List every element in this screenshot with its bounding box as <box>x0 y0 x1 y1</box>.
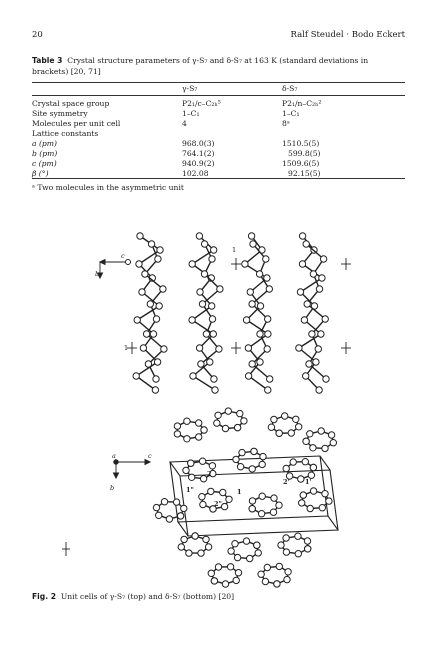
table-footnote: ᵃ Two molecules in the asymmetric unit <box>32 183 184 192</box>
inversion-center-marker <box>231 342 241 354</box>
molecule-2pp-label: 2" <box>214 500 222 508</box>
table-caption-text: Crystal structure parameters of γ-S₇ and δ-S₇ at 163 K (standard deviations in brackets) [20, 71] <box>32 56 369 76</box>
bottom-axis-indicator <box>114 460 151 479</box>
bottom-axis-c-label: c <box>148 452 152 460</box>
row-label: β (°) <box>32 169 49 178</box>
running-authors: Ralf Steudel · Bodo Eckert <box>290 30 405 40</box>
s7-ring-molecule <box>249 493 282 517</box>
molecule-1pp-label: 1" <box>186 486 194 494</box>
inversion-center-marker <box>341 342 351 354</box>
row-label: Molecules per unit cell <box>32 119 121 128</box>
s7-ring-molecule <box>153 499 187 523</box>
gamma-value: 968.0(3) <box>182 139 215 148</box>
delta-value: 1–C₁ <box>282 109 300 118</box>
top-axis-c-label: c <box>121 252 125 260</box>
s7-ring-molecule <box>303 428 337 452</box>
delta-value: 599.8(5) <box>288 149 321 158</box>
bottom-axis-a-label: a <box>112 452 116 460</box>
molecule-2p-label: 2' <box>283 478 290 486</box>
gamma-value: 102.08 <box>182 169 209 178</box>
top-symmetry-label: 1 <box>232 246 237 254</box>
column-header-gamma: γ-S₇ <box>182 84 198 93</box>
left-symmetry-label: 1 <box>124 344 129 352</box>
molecule-1-label: 1 <box>237 488 242 496</box>
gamma-value: P2₁/c–C₂ₕ⁵ <box>182 99 221 108</box>
s7-ring-molecule <box>228 538 262 562</box>
inversion-center-marker <box>127 342 137 354</box>
molecule-1p-label: 1' <box>305 478 312 486</box>
row-label: Crystal space group <box>32 99 110 108</box>
delta-value: 92.15(5) <box>288 169 321 178</box>
s7-ring-molecule <box>208 564 242 588</box>
row-label: Lattice constants <box>32 129 99 138</box>
row-label: a (pm) <box>32 139 57 148</box>
figure-label: Fig. 2 <box>32 592 57 601</box>
table-label: Table 3 <box>32 56 63 65</box>
molecule-2-label: 2 <box>207 470 212 478</box>
gamma-value: 764.1(2) <box>182 149 215 158</box>
s7-ring-molecule <box>178 533 212 557</box>
s7-ring-molecule <box>278 533 311 557</box>
top-axis-b-label: b <box>95 270 100 278</box>
column-header-delta: δ-S₇ <box>282 84 298 93</box>
s7-ring-molecule <box>174 418 207 442</box>
gamma-value: 1–C₁ <box>182 109 200 118</box>
s7-ring-molecule <box>258 563 291 587</box>
gamma-value: 940.9(2) <box>182 159 215 168</box>
row-label: c (pm) <box>32 159 57 168</box>
figure-caption-text: Unit cells of γ-S₇ (top) and δ-S₇ (bottom) [20] <box>60 592 235 601</box>
s7-ring-molecule <box>233 448 266 472</box>
delta-value: 1510.5(5) <box>282 139 320 148</box>
row-label: b (pm) <box>32 149 58 158</box>
gamma-value: 4 <box>182 119 187 128</box>
s7-ring-molecule <box>268 413 302 437</box>
figure-caption <box>32 592 234 601</box>
inversion-center-marker <box>231 258 241 270</box>
delta-value: P2₁/n–C₂ₕ² <box>282 99 322 108</box>
page-number: 20 <box>32 30 43 40</box>
delta-value: 1509.6(5) <box>282 159 320 168</box>
s7-ring-molecule <box>214 408 247 432</box>
gamma-s7-unit-cell <box>98 233 352 393</box>
inversion-center-marker <box>341 258 351 270</box>
top-axis-indicator <box>98 260 131 279</box>
delta-value: 8ᵃ <box>282 119 290 128</box>
row-label: Site symmetry <box>32 109 88 118</box>
bottom-axis-b-label: b <box>110 484 115 492</box>
delta-s7-unit-cell <box>62 408 338 587</box>
